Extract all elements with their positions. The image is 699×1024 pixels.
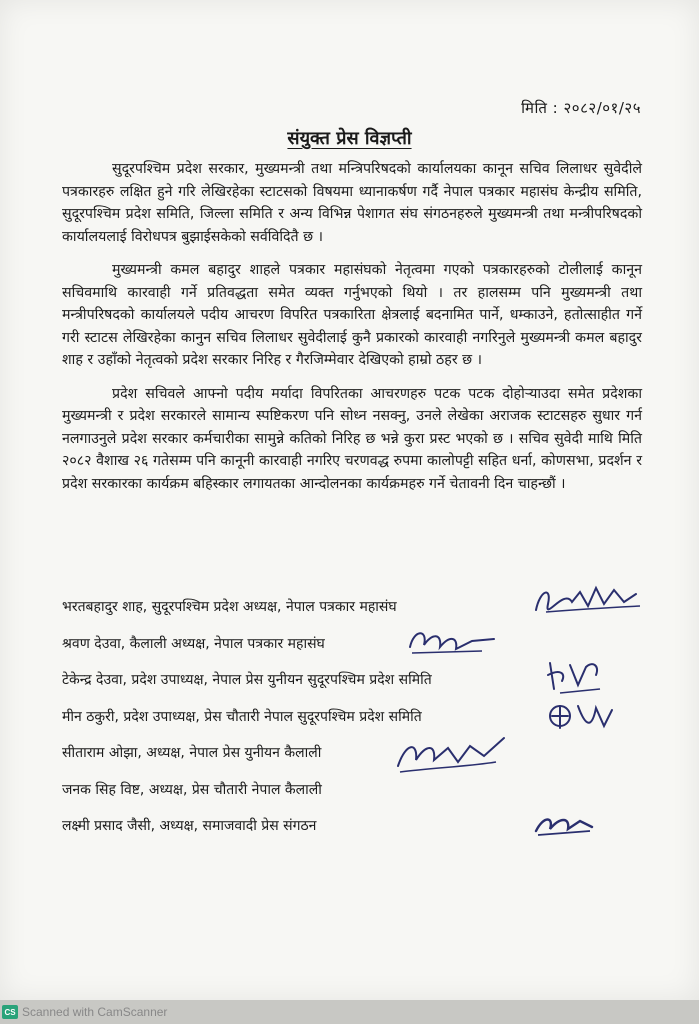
handwritten-signature xyxy=(530,809,600,843)
handwritten-signature xyxy=(530,580,650,620)
signatory-row xyxy=(62,742,662,779)
document-date: मिति : २०८२/०१/२५ xyxy=(521,99,641,117)
camscanner-logo-icon: CS xyxy=(2,1005,18,1019)
signatory-row xyxy=(62,779,662,816)
scanner-watermark-label: Scanned with CamScanner xyxy=(22,1005,168,1019)
paragraph: सुदूरपश्चिम प्रदेश सरकार, मुख्यमन्त्री तथा मन्त्रिपरिषदको कार्यालयका कानून सचिव लिलाधर सुवेदीले पत्रकारहरु लक्षित हुने गरि लेखिरहेका स्टाटसको विषयमा ध्यानाकर्षण गर्दै नेपाल पत्रकार महासंघ केन्द्रीय समिति, सुदूरपश्चिम प्रदेश समिति, जिल्ला समिति र अन्य विभिन्न पेशागत संघ संगठनहरुले मुख्यमन्त्री तथा मन्त्रीपरिषदको कार्यालयलाई विरोधपत्र बुझाईसकेको सर्वविदितै छ । xyxy=(62,161,642,245)
signatory-row xyxy=(62,706,662,743)
signatory-row xyxy=(62,596,662,633)
document-title: संयुक्त प्रेस विज्ञप्ती xyxy=(287,128,412,149)
signatory-list xyxy=(62,596,662,852)
document-body xyxy=(62,158,642,506)
signatory-name: जनक सिह विष्ट, अध्यक्ष, प्रेस चौतारी नेपाल कैलाली xyxy=(62,781,322,798)
signatory-row xyxy=(62,633,662,670)
signatory-name: सीताराम ओझा, अध्यक्ष, नेपाल प्रेस युनीयन कैलाली xyxy=(62,745,322,761)
signatory-name: टेकेन्द्र देउवा, प्रदेश उपाध्यक्ष, नेपाल प्रेस युनीयन सुदूरपश्चिम प्रदेश समिति xyxy=(62,672,432,688)
signatory-name: श्रवण देउवा, कैलाली अध्यक्ष, नेपाल पत्रकार महासंघ xyxy=(62,635,325,652)
signatory-row xyxy=(62,815,662,852)
signatory-name: मीन ठकुरी, प्रदेश उपाध्यक्ष, प्रेस चौतारी नेपाल सुदूरपश्चिम प्रदेश समिति xyxy=(62,708,422,725)
signatory-row xyxy=(62,669,662,706)
paragraph: प्रदेश सचिवले आफ्नो पदीय मर्यादा विपरितका आचरणहरु पटक पटक दोहोऱ्याउदा समेत प्रदेशका मुख्यमन्त्री र प्रदेश सरकारले सामान्य स्पष्टिकरण पनि सोध्न नसक्नु, उनले लेखेका अराजक स्टाटसहरु सुधार गर्न नलगाउनुले प्रदेश सरकार कर्मचारीका सामुन्ने कतिको निरिह छ भन्ने कुरा प्रस्ट भएको छ । सचिव सुवेदी माथि मिति २०८२ वैशाख २६ गतेसम्म पनि कानूनी कारवाही नगरिए चरणवद्ध रुपमा कालोपट्टी सहित धर्ना, कोणसभा, प्रदर्शन र प्रदेश सरकारका कार्यक्रम बहिस्कार लगायतका आन्दोलनका कार्यक्रमहरु गर्ने चेतावनी दिन चाहन्छौं । xyxy=(62,385,642,492)
paragraph: मुख्यमन्त्री कमल बहादुर शाहले पत्रकार महासंघको नेतृत्वमा गएको पत्रकारहरुको टोलीलाई कानून सचिवमाथि कारवाही गर्ने प्रतिवद्धता समेत व्यक्त गर्नुभएको थियो । तर हालसम्म पनि मुख्यमन्त्री तथा मन्त्रीपरिषदको कार्यालयले पदीय आचरण विपरित पत्रकारिता क्षेत्रलाई बदनामित पार्ने, धम्काउने, हतोत्साहीत गर्ने गरी स्टाटस लेखिरहेका कानुन सचिव लिलाधर सुवेदीलाई कुनै प्रकारको कारवाही नगरिनुले मुख्यमन्त्री कमल बहादुर शाह र उहाँको नेतृत्वको प्रदेश सरकार निरिह र गैरजिम्मेवार देखिएको हाम्रो ठहर छ । xyxy=(62,262,642,368)
signatory-name: भरतबहादुर शाह, सुदूरपश्चिम प्रदेश अध्यक्ष, नेपाल पत्रकार महासंघ xyxy=(62,599,397,615)
signatory-name: लक्ष्मी प्रसाद जैसी, अध्यक्ष, समाजवादी प्रेस संगठन xyxy=(62,818,317,834)
scanner-footer xyxy=(0,1000,699,1024)
